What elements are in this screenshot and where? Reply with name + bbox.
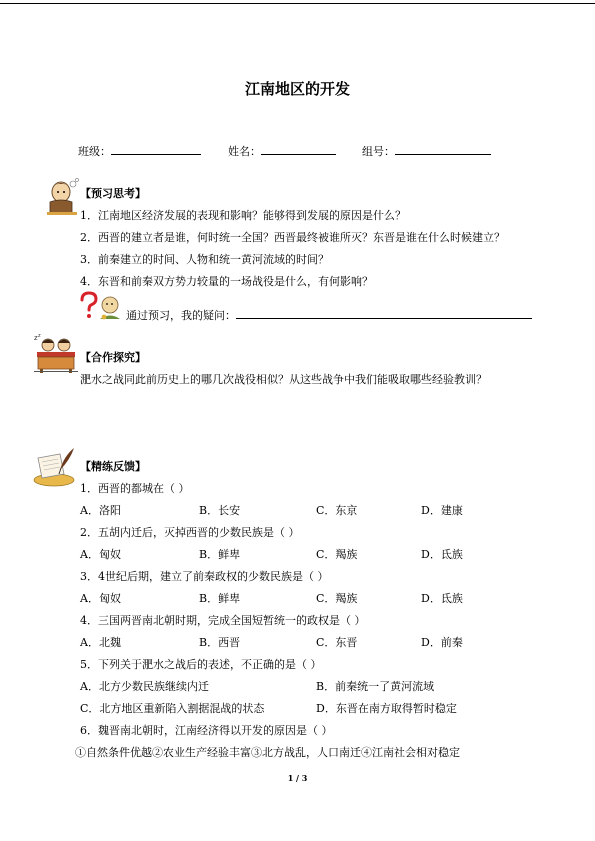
preview-heading: 【预习思考】	[80, 187, 146, 200]
question-mark-icon	[78, 291, 124, 321]
name-field	[228, 143, 336, 159]
preview-question-2: 2．西晋的建立者是谁，何时统一全国？西晋最终被谁所灭？东晋是谁在什么时候建立？	[80, 231, 505, 244]
name-input-line[interactable]	[261, 143, 336, 155]
q3-option-a[interactable]: A．匈奴	[80, 592, 121, 605]
practice-question-6: 6．魏晋南北朝时，江南经济得以开发的原因是（ ）	[80, 724, 333, 737]
q3-option-b[interactable]: B．鲜卑	[199, 592, 241, 605]
practice-q6-statements: ①自然条件优越②农业生产经验丰富③北方战乱，人口南迁④江南社会相对稳定	[75, 746, 460, 759]
svg-text:z: z	[34, 334, 38, 342]
q2-option-b[interactable]: B．鲜卑	[199, 548, 241, 561]
name-label: 姓名：	[228, 145, 261, 158]
students-icon	[32, 332, 80, 374]
q3-option-d[interactable]: D．氐族	[421, 592, 463, 605]
preview-question-3: 3．前秦建立的时间、人物和统一黄河流域的时间？	[80, 253, 329, 266]
doubt-input-line[interactable]	[236, 307, 532, 319]
q2-option-a[interactable]: A．匈奴	[80, 548, 121, 561]
q4-option-a[interactable]: A．北魏	[80, 636, 121, 649]
practice-question-5: 5．下列关于淝水之战后的表述，不正确的是（ ）	[80, 658, 322, 671]
q1-option-a[interactable]: A．洛阳	[80, 504, 121, 517]
practice-heading: 【精练反馈】	[80, 460, 146, 473]
cooperate-heading: 【合作探究】	[80, 351, 146, 364]
cooperate-question: 淝水之战同此前历史上的哪几次战役相似？从这些战争中我们能吸取哪些经验教训？	[80, 373, 487, 386]
doubt-label: 通过预习，我的疑问：	[126, 309, 236, 322]
q1-option-b[interactable]: B．长安	[199, 504, 241, 517]
q1-option-d[interactable]: D．建康	[421, 504, 463, 517]
q3-option-c[interactable]: C．羯族	[316, 592, 358, 605]
practice-question-3: 3．4世纪后期，建立了前秦政权的少数民族是（ ）	[80, 570, 329, 583]
q4-option-c[interactable]: C．东晋	[316, 636, 358, 649]
q5-option-c[interactable]: C．北方地区重新陷入割据混战的状态	[80, 702, 265, 715]
q2-option-d[interactable]: D．氐族	[421, 548, 463, 561]
practice-question-4: 4．三国两晋南北朝时期，完成全国短暂统一的政权是（ ）	[80, 614, 366, 627]
top-rule	[0, 3, 595, 4]
q5-option-d[interactable]: D．东晋在南方取得暂时稳定	[316, 702, 457, 715]
page-number: 1 / 3	[287, 773, 308, 783]
page-title: 江南地区的开发	[244, 80, 350, 98]
doubt-field	[126, 307, 532, 323]
q4-option-d[interactable]: D．前秦	[421, 636, 463, 649]
group-label: 组号：	[362, 145, 395, 158]
class-input-line[interactable]	[111, 143, 201, 155]
quill-icon	[30, 446, 80, 488]
practice-question-2: 2．五胡内迁后，灭掉西晋的少数民族是（ ）	[80, 526, 300, 539]
q5-option-b[interactable]: B．前秦统一了黄河流域	[316, 680, 435, 693]
q4-option-b[interactable]: B．西晋	[199, 636, 241, 649]
q2-option-c[interactable]: C．羯族	[316, 548, 358, 561]
class-field	[78, 143, 201, 159]
q1-option-c[interactable]: C．东京	[316, 504, 358, 517]
q5-option-a[interactable]: A．北方少数民族继续内迁	[80, 680, 209, 693]
preview-question-1: 1．江南地区经济发展的表现和影响？能够得到发展的原因是什么？	[80, 209, 406, 222]
preview-question-4: 4．东晋和前秦双方势力较量的一场战役是什么，有何影响？	[80, 275, 373, 288]
group-input-line[interactable]	[395, 143, 491, 155]
class-label: 班级：	[78, 145, 111, 158]
practice-question-1: 1．西晋的都城在（ ）	[80, 482, 190, 495]
group-field	[362, 143, 491, 159]
thinker-icon	[44, 178, 80, 216]
svg-text:z: z	[38, 333, 41, 339]
